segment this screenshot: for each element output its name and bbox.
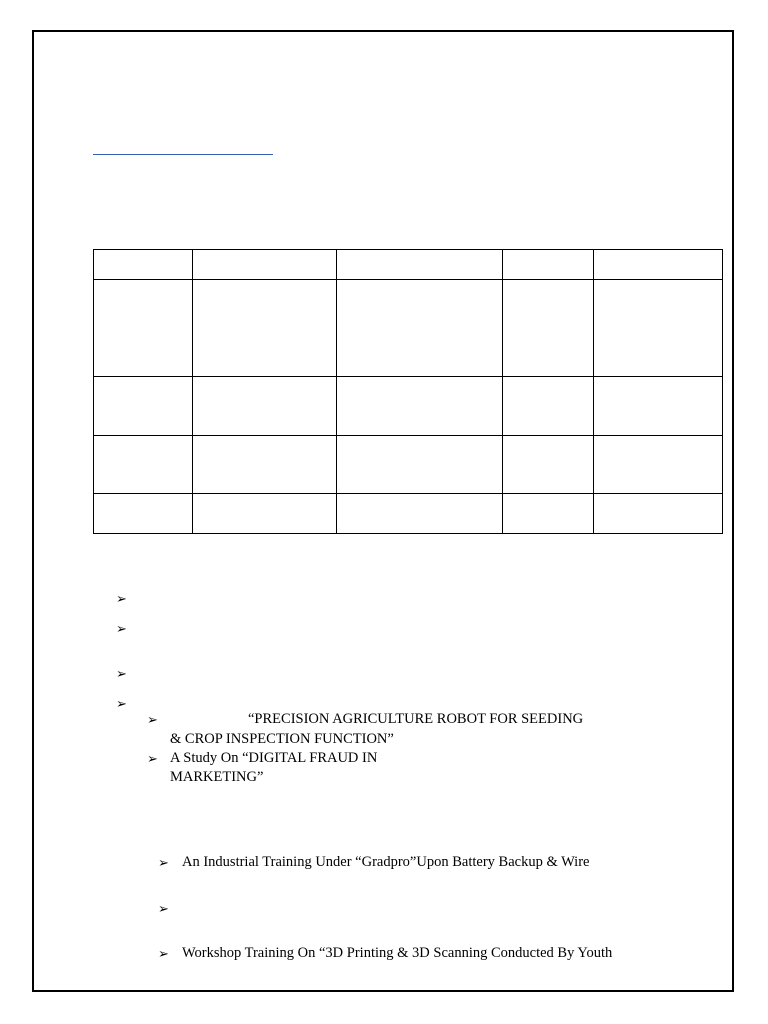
table-cell	[193, 250, 337, 280]
table-cell	[594, 250, 723, 280]
table-cell	[503, 494, 594, 534]
arrow-bullet-icon: ➢	[158, 855, 169, 870]
training-industrial: An Industrial Training Under “Gradpro”Upon Battery Backup & Wire	[182, 854, 590, 870]
table-cell	[94, 250, 193, 280]
table-cell	[337, 250, 503, 280]
table-row	[94, 436, 723, 494]
table-cell	[94, 280, 193, 377]
table-cell	[594, 280, 723, 377]
table-cell	[337, 436, 503, 494]
arrow-bullet-icon: ➢	[158, 901, 169, 916]
heading-link-underline	[93, 154, 273, 155]
table-cell	[193, 436, 337, 494]
table-cell	[94, 436, 193, 494]
arrow-bullet-icon: ➢	[158, 946, 169, 961]
table-cell	[503, 250, 594, 280]
arrow-bullet-icon: ➢	[116, 621, 127, 636]
project-seeding-robot: “PRECISION AGRICULTURE ROBOT FOR SEEDING	[248, 711, 584, 727]
arrow-bullet-icon: ➢	[147, 751, 158, 766]
table-cell	[337, 280, 503, 377]
table-row	[94, 250, 723, 280]
project-seeding-robot-cont: & CROP INSPECTION FUNCTION”	[170, 731, 394, 747]
table-cell	[503, 280, 594, 377]
arrow-bullet-icon: ➢	[116, 591, 127, 606]
arrow-bullet-icon: ➢	[147, 712, 158, 727]
table-cell	[193, 280, 337, 377]
table-row	[94, 494, 723, 534]
arrow-bullet-icon: ➢	[116, 666, 127, 681]
table-cell	[193, 494, 337, 534]
table-cell	[503, 436, 594, 494]
table-cell	[94, 377, 193, 436]
table-cell	[594, 436, 723, 494]
table-row	[94, 377, 723, 436]
project-fraud-study: A Study On “DIGITAL FRAUD IN	[170, 750, 378, 766]
table-cell	[94, 494, 193, 534]
table-cell	[193, 377, 337, 436]
arrow-bullet-icon: ➢	[116, 696, 127, 711]
training-workshop: Workshop Training On “3D Printing & 3D Scanning Conducted By Youth	[182, 945, 613, 961]
table-row	[94, 280, 723, 377]
table-cell	[594, 377, 723, 436]
table-cell	[337, 494, 503, 534]
project-fraud-study-cont: MARKETING”	[170, 769, 264, 785]
table-cell	[594, 494, 723, 534]
table-cell	[503, 377, 594, 436]
education-table	[93, 249, 723, 534]
table-cell	[337, 377, 503, 436]
